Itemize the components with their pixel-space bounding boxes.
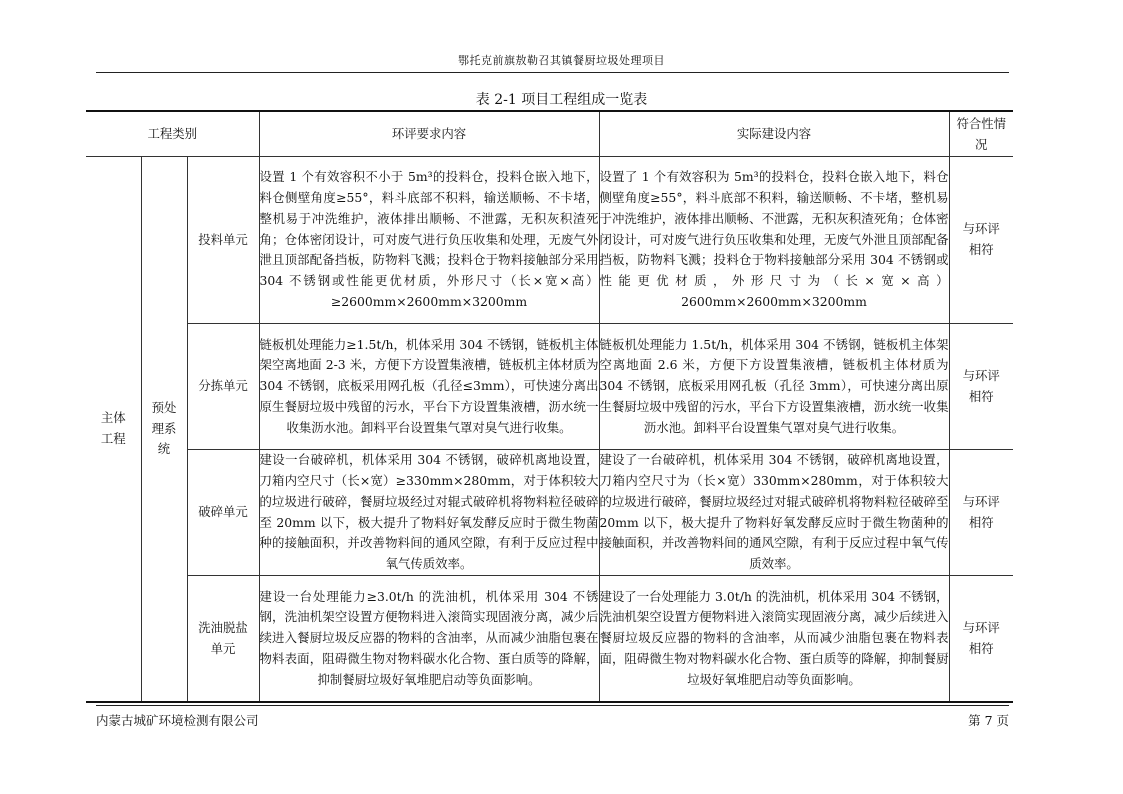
actual-cell: 建设了一台处理能力 3.0t/h 的洗油机，机体采用 304 不锈钢，洗油机架空设置方便物料进入滚筒实现固液分离，减少后续进入餐厨垃圾反应器的物料的含油率，从而减少油脂包裹在物料表面，阻碍微生物对物料碳水化合物、蛋白质等的降解，抑制餐厨垃圾好氧堆肥启动等负面影响。 xyxy=(599,576,949,703)
project-composition-table xyxy=(86,110,1013,703)
compliance-cell: 与环评相符 xyxy=(949,450,1013,576)
col-header-requirement: 环评要求内容 xyxy=(259,111,599,157)
actual-cell: 设置了 1 个有效容积为 5m³的投料仓，投料仓嵌入地下，料仓侧壁角度≥55°，料斗底部不积料，输送顺畅、不卡堵，整机易于冲洗维护，液体排出顺畅、不泄露，无积灰积渣死角；仓体密闭设计，可对废气进行负压收集和处理，无废气外泄且顶部配备挡板，防物料飞溅；投料仓于物料接触部分采用 304 不锈钢或性能更优材质，外形尺寸为（长×宽×高）2600mm×2600mm×3200mm xyxy=(599,157,949,324)
unit-cell: 分拣单元 xyxy=(187,324,259,450)
unit-cell: 投料单元 xyxy=(187,157,259,324)
unit-cell: 破碎单元 xyxy=(187,450,259,576)
requirement-cell: 设置 1 个有效容积不小于 5m³的投料仓，投料仓嵌入地下，料仓侧壁角度≥55°，料斗底部不积料，输送顺畅、不卡堵，整机易于冲洗维护，液体排出顺畅、不泄露，无积灰积渣死角；仓体密闭设计，可对废气进行负压收集和处理，无废气外泄且顶部配备挡板，防物料飞溅；投料仓于物料接触部分采用 304 不锈钢或性能更优材质，外形尺寸（长×宽×高）≥2600mm×2600mm×3200mm xyxy=(259,157,599,324)
table-caption: 表 2-1 项目工程组成一览表 xyxy=(475,92,648,108)
compliance-cell: 与环评相符 xyxy=(949,324,1013,450)
header-rule xyxy=(96,72,1009,73)
compliance-cell: 与环评相符 xyxy=(949,157,1013,324)
group-cell: 主体工程 xyxy=(86,157,141,703)
table-row xyxy=(86,450,1013,576)
requirement-cell: 建设一台破碎机，机体采用 304 不锈钢，破碎机离地设置，刀箱内空尺寸（长×宽）≥330mm×280mm，对于体积较大的垃圾进行破碎，餐厨垃圾经过对辊式破碎机将物料粒径破碎至 20mm 以下，极大提升了物料好氧发酵反应时于微生物菌种的接触面积，并改善物料间的通风空隙，有利于反应过程中氧气传质效率。 xyxy=(259,450,599,576)
unit-cell: 洗油脱盐单元 xyxy=(187,576,259,703)
col-header-category: 工程类别 xyxy=(86,111,259,157)
compliance-cell: 与环评相符 xyxy=(949,576,1013,703)
actual-cell: 建设了一台破碎机，机体采用 304 不锈钢，破碎机离地设置，刀箱内空尺寸为（长×宽）330mm×280mm，对于体积较大的垃圾进行破碎，餐厨垃圾经过对辊式破碎机将物料粒径破碎至 20mm 以下，极大提升了物料好氧发酵反应时于微生物菌种的接触面积，并改善物料间的通风空隙，有利于反应过程中氧气传质效率。 xyxy=(599,450,949,576)
footer-rule xyxy=(96,705,1009,706)
table-row xyxy=(86,576,1013,703)
table-header-row xyxy=(86,111,1013,157)
page-number: 第 7 页 xyxy=(968,713,1009,728)
footer-company: 内蒙古城矿环境检测有限公司 xyxy=(96,713,259,728)
table-row xyxy=(86,324,1013,450)
subgroup-cell: 预处理系统 xyxy=(141,157,187,703)
col-header-actual: 实际建设内容 xyxy=(599,111,949,157)
actual-cell: 链板机处理能力 1.5t/h，机体采用 304 不锈钢，链板机主体架空离地面 2.6 米，方便下方设置集液槽，链板机主体材质为 304 不锈钢，底板采用网孔板（孔径 3mm），可快速分离出原生餐厨垃圾中残留的污水，平台下方设置集液槽，沥水统一收集沥水池。卸料平台设置集气罩对臭气进行收集。 xyxy=(599,324,949,450)
document-header: 鄂托克前旗敖勒召其镇餐厨垃圾处理项目 xyxy=(458,54,665,67)
requirement-cell: 建设一台处理能力≥3.0t/h 的洗油机，机体采用 304 不锈钢，洗油机架空设置方便物料进入滚筒实现固液分离，减少后续进入餐厨垃圾反应器的物料的含油率，从而减少油脂包裹在物料表面，阻碍微生物对物料碳水化合物、蛋白质等的降解，抑制餐厨垃圾好氧堆肥启动等负面影响。 xyxy=(259,576,599,703)
col-header-compliance: 符合性情况 xyxy=(949,111,1013,157)
requirement-cell: 链板机处理能力≥1.5t/h，机体采用 304 不锈钢，链板机主体架空离地面 2-3 米，方便下方设置集液槽，链板机主体材质为 304 不锈钢，底板采用网孔板（孔径≤3mm），可快速分离出原生餐厨垃圾中残留的污水，平台下方设置集液槽，沥水统一收集沥水池。卸料平台设置集气罩对臭气进行收集。 xyxy=(259,324,599,450)
table-row xyxy=(86,157,1013,324)
